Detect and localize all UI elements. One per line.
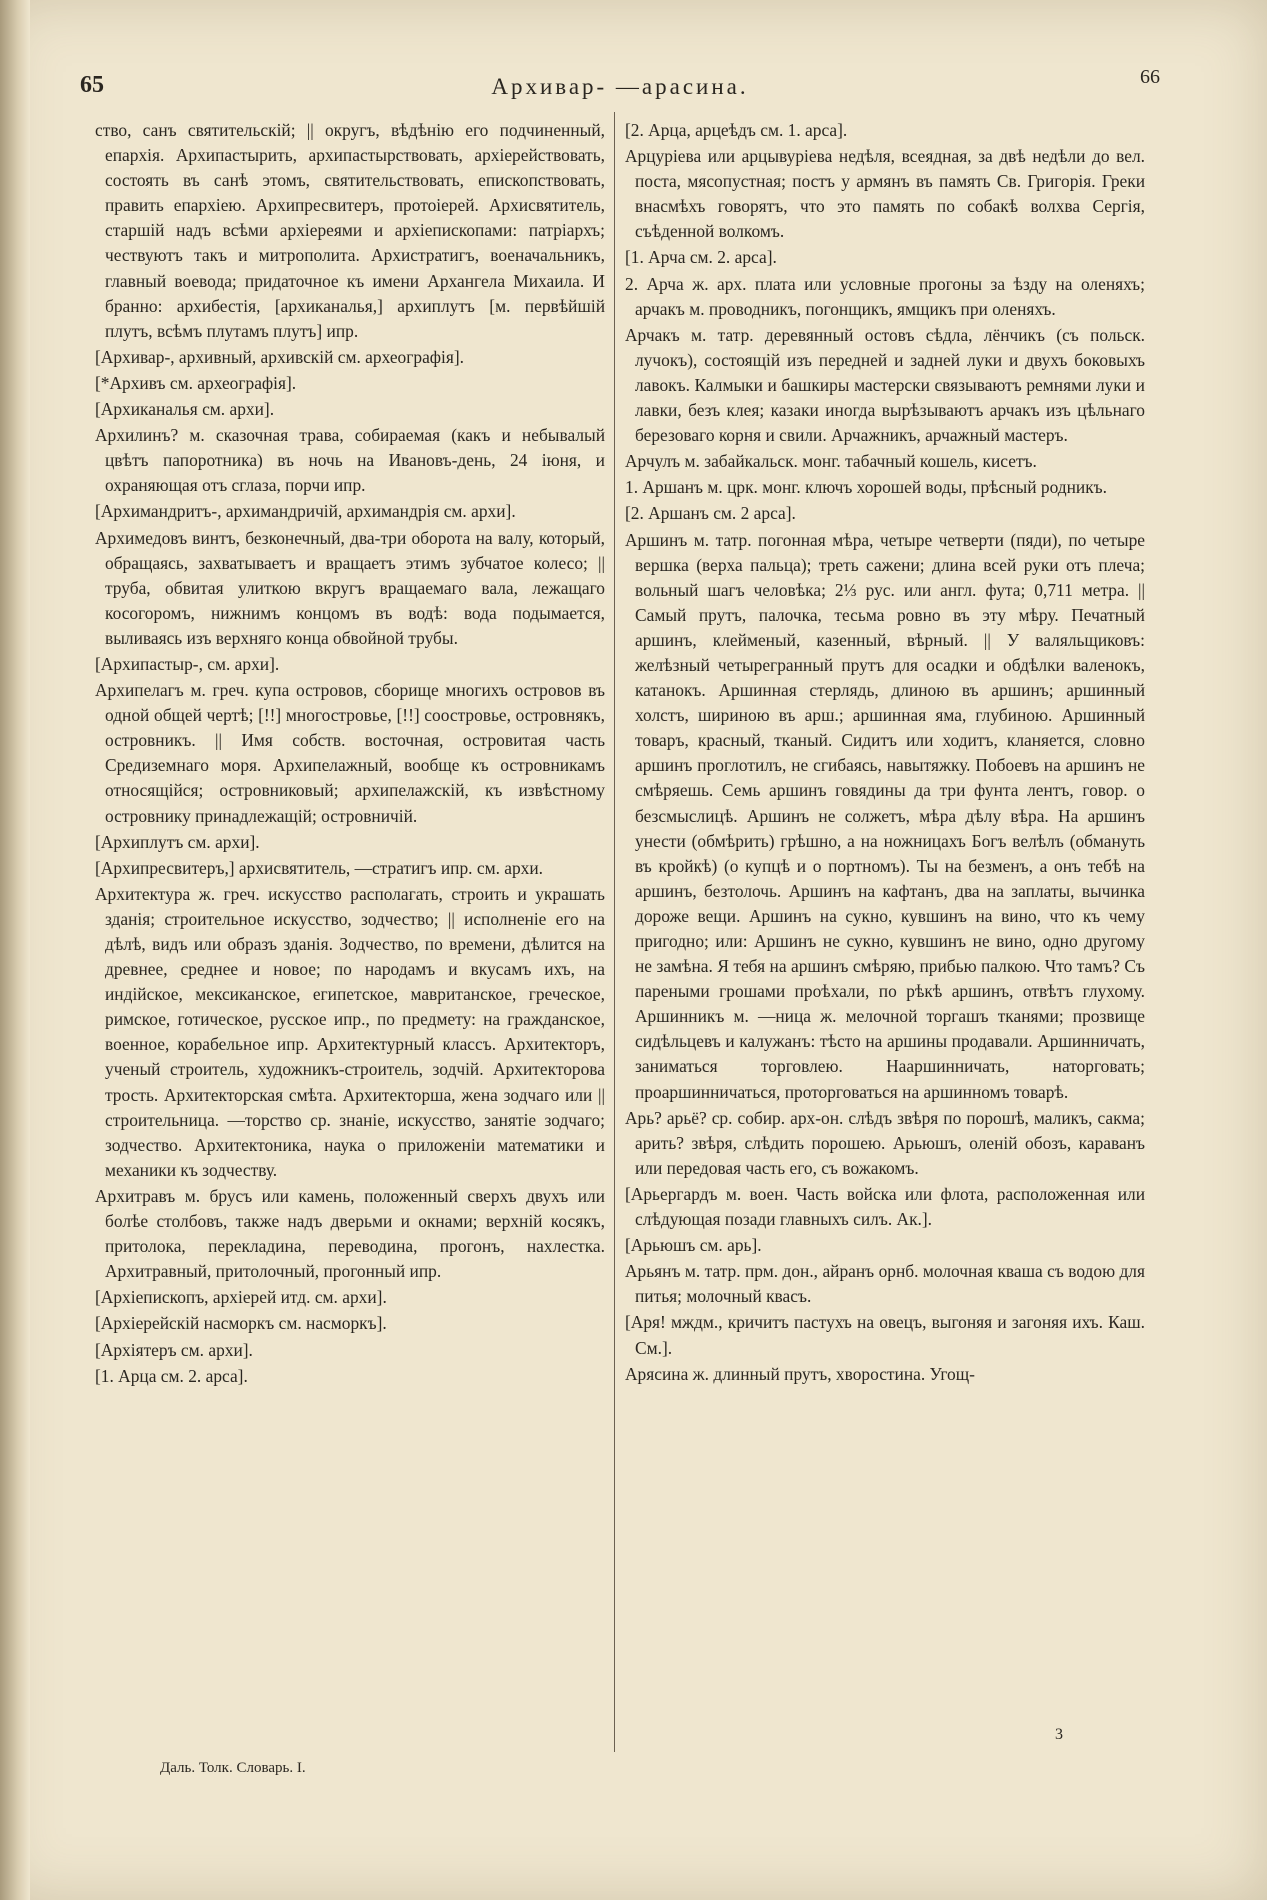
dictionary-entry: Арь? арьё? ср. собир. арх-он. слѣдъ звѣря по порошѣ, маликъ, сакма; арить? звѣря, слѣдить порошею. Арьюшъ, оленій обозъ, караванъ или передовая часть его, съ вожакомъ. [625,1107,1145,1178]
dictionary-entry: Аршинъ м. татр. погонная мѣра, четыре четверти (пяди), по четыре вершка (верха пальца); треть сажени; длина всей руки отъ плеча; вольный шагъ человѣка; 2⅓ рус. или англ. фута; 0,711 метра. || Самый прутъ, палочка, тесьма ровно въ эту мѣру. Печатный аршинъ, клейменый, казенный, вѣрный. || У валяльщиковъ: желѣзный четырегранный прутъ для осадки и обдѣлки валенокъ, катанокъ. Аршинная стерлядь, длиною въ аршинъ; аршинный холстъ, шириною въ арш.; аршинная яма, глубиною. Аршинный товаръ, красный, тканый. Сидитъ или ходитъ, кланяется, словно аршинъ проглотилъ, не сгибаясь, навытяжку. Побоевъ на аршинъ не смѣряешь. Семь аршинъ говядины да три фунта лентъ, говор. о безсмыслицѣ. Аршинъ не солжетъ, мѣра дѣлу вѣра. На аршинъ унести (обмѣрить) грѣшно, а на ножницахъ Богъ велѣлъ (обмануть въ кройкѣ) (о купцѣ и о портномъ). Ты на безменъ, а онъ тебѣ на аршинъ, безтолочь. Аршинъ на кафтанъ, два на заплаты, вычинка дороже вещи. Аршинъ на сукно, кувшинъ на вино, что къ чему пригодно; или: Аршинъ не сукно, кувшинъ не вино, одно другому не замѣна. Я тебя на аршинъ смѣряю, прибью палкою. Что тамъ? Съ пареными грошами проѣхали, по рѣкѣ аршинъ, отвѣтъ глухому. Аршинникъ м. —ница ж. мелочной торгашъ тканями; прозвище сидѣльцевъ и калужанъ: тѣсто на аршины продавали. Аршинничать, заниматься торговлею. Нааршинничать, наторговать; проаршинничаться, проторговаться на аршинномъ товарѣ. [625,529,1145,1102]
dictionary-entry: Арцуріева или арцывуріева недѣля, всеядная, за двѣ недѣли до вел. поста, мясопустная; постъ у армянъ въ память Св. Григорія. Греки внасмѣхъ говорятъ, что это память по собакѣ волхва Сергія, съѣденной волкомъ. [625,146,1145,242]
column-divider [614,112,615,1752]
dictionary-entry: Арьянъ м. татр. прм. дон., айранъ орнб. молочная кваша съ водою для питья; молочный квасъ. [625,1261,1145,1307]
page-number-right: 66 [1140,66,1160,88]
running-title: Архивар- —арасина. [491,74,749,99]
dictionary-entry: 1. Аршанъ м. црк. монг. ключъ хорошей воды, прѣсный родникъ. [625,477,1108,498]
dictionary-entry: [Архипресвитеръ,] архисвятитель, —стратигъ ипр. см. архи. [95,857,544,878]
dictionary-entry: [Архиплутъ см. архи]. [95,831,260,852]
dictionary-entry: [Архіепископъ, архіерей итд. см. архи]. [95,1287,387,1308]
dictionary-entry: [2. Аршанъ см. 2 арса]. [625,503,796,524]
page-number-left: 65 [80,72,104,98]
dictionary-entry: [Архіерейскій насморкъ см. насморкъ]. [95,1313,387,1334]
book-spine-shadow [0,0,30,1900]
dictionary-entry: Архитектура ж. греч. искусство располагать, строить и украшать зданія; строительное искусство, зодчество; || исполненіе его на дѣлѣ, видъ или образъ зданія. Зодчество, по времени, дѣлится на древнее, среднее и новое; по народамъ и вкусамъ ихъ, на индійское, мексиканское, египетское, мавританское, греческое, римское, готическое, русское ипр., по предмету: на гражданское, военное, корабельное ипр. Архитектурный классъ. Архитекторъ, ученый строитель, художникъ-строитель, зодчій. Архитекторова трость. Архитекторская смѣта. Архитекторша, жена зодчаго или || строительница. —торство ср. знаніе, искусство, занятіе зодчаго; зодчество. Архитектоника, наука о приложеніи математики и механики къ зодчеству. [95,883,605,1180]
dictionary-entry: [Архиканалья см. архи]. [95,399,275,420]
dictionary-entry: [Архипастыр-, см. архи]. [95,653,280,674]
dictionary-entry: Арчулъ м. забайкальск. монг. табачный кошель, кисетъ. [625,451,1037,472]
dictionary-entry: Арясина ж. длинный прутъ, хворостина. Угощ- [625,1363,975,1384]
dictionary-entry: [Арьюшъ см. арь]. [625,1235,762,1256]
page-header [80,66,1160,112]
dictionary-entry: ство, санъ святительскій; || округъ, вѣдѣнію его подчиненный, епархія. Архипастырить, архипастырствовать, архіерействовать, состоять въ санѣ этомъ, святительствовать, епископствовать, править епархіею. Архипресвитеръ, протоіерей. Архисвятитель, старшій надъ всѣми архіереями и архіепископами: патріархъ; чествуютъ такъ и митрополита. Архистратигъ, военачальникъ, главный воевода; придаточное къ имени Архангела Михаила. И бранно: архибестія, [архиканалья,] архиплутъ [м. первѣйшій плутъ, всѣмъ плутамъ плутъ] ипр. [95,120,605,341]
dictionary-entry: [*Архивъ см. археографія]. [95,372,297,393]
dictionary-entry: Архимедовъ винтъ, безконечный, два-три оборота на валу, который, обращаясь, захватываетъ и вращаетъ этимъ зубчатое колесо; || труба, обвитая улиткою вкругъ вращаемаго вала, лежащаго косогоромъ, нижнимъ концомъ въ водѣ: вода подымается, выливаясь изъ верхняго конца обвойной трубы. [95,527,605,648]
dictionary-entry: [1. Арца см. 2. арса]. [95,1365,248,1386]
dictionary-entry: Архитравъ м. брусъ или камень, положенный сверхъ двухъ или болѣе столбовъ, также надъ дверьми и окнами; верхній косякъ, притолока, перекладина, переводина, прогонъ, нахлестка. Архитравный, притолочный, прогонный ипр. [95,1185,605,1282]
dictionary-entry: Архипелагъ м. греч. купа островов, сборище многихъ островов въ одной общей чертѣ; [!!] многостровье, [!!] соостровье, островнякъ, островникъ. || Имя собств. восточная, островитая часть Средиземнаго моря. Архипелажный, вообще къ островникамъ относящійся; островниковый; архипелажскій, къ извѣстному островнику принадлежащій; островничій. [95,680,605,826]
right-column [625,118,1145,1738]
footer-note: Даль. Толк. Словарь. I. [160,1760,306,1776]
dictionary-entry: Архилинъ? м. сказочная трава, собираемая (какъ и небывалый цвѣтъ папоротника) въ ночь на Ивановъ-день, 24 іюня, и охраняющая отъ сглаза, порчи ипр. [95,425,605,496]
left-column [95,118,605,1758]
dictionary-entry: [Аря! мждм., кричитъ пастухъ на овецъ, выгоняя и загоняя ихъ. Каш. См.]. [625,1312,1145,1358]
dictionary-entry: [1. Арча см. 2. арса]. [625,247,777,268]
signature-mark: 3 [1055,1726,1063,1743]
dictionary-entry: [Арьергардъ м. воен. Часть войска или флота, расположенная или слѣдующая позади главныхъ силъ. Ак.]. [625,1183,1145,1230]
dictionary-entry: [Архіятеръ см. архи]. [95,1339,253,1360]
dictionary-entry: [2. Арца, арцеѣдъ см. 1. арса]. [625,120,848,140]
dictionary-entry: [Архимандритъ-, архимандричій, архимандрія см. архи]. [95,501,516,522]
dictionary-entry: 2. Арча ж. арх. плата или условные прогоны за ѣзду на оленяхъ; арчакъ м. проводникъ, погонщикъ, ямщикъ при оленяхъ. [625,273,1145,319]
dictionary-entry: [Архивар-, архивный, архивскій см. археографія]. [95,346,465,367]
dictionary-entry: Арчакъ м. татр. деревянный остовъ сѣдла, лёнчикъ (съ польск. лучокъ), состоящій изъ передней и задней луки и двухъ боковыхъ лавокъ. Калмыки и башкиры мастерски связываютъ ремнями луки и лавки, безъ клея; казаки иногда вырѣзываютъ арчакъ изъ цѣльнаго березоваго корня и свили. Арчажникъ, арчажный мастеръ. [625,324,1145,446]
